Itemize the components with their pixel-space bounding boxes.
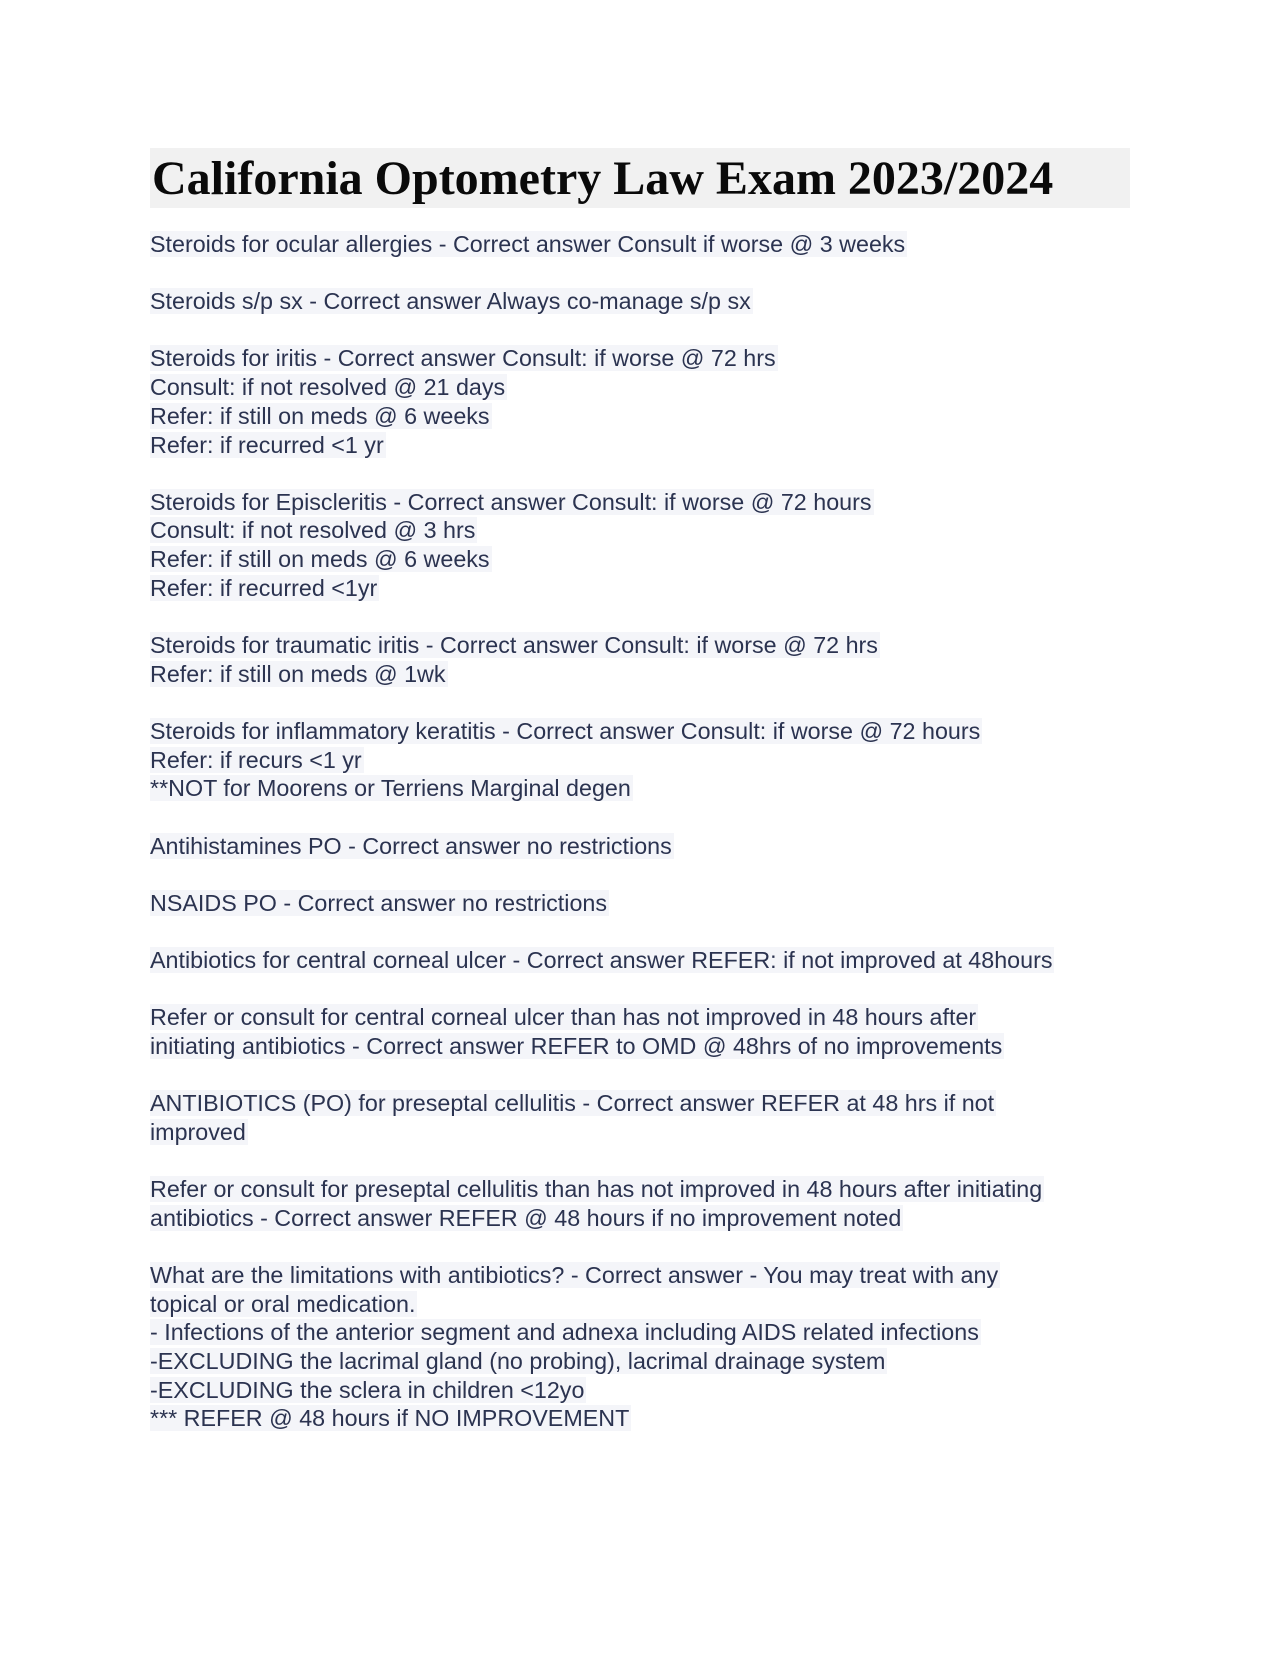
qa-entry xyxy=(150,1175,1140,1232)
qa-line-text: Consult: if not resolved @ 21 days xyxy=(150,374,506,401)
qa-line-text: Refer: if recurred <1yr xyxy=(150,574,378,601)
qa-answer-line xyxy=(150,1290,1140,1319)
qa-line-text: *** REFER @ 48 hours if NO IMPROVEMENT xyxy=(150,1405,630,1432)
qa-answer-line xyxy=(150,402,1140,431)
qa-question-line xyxy=(150,488,1140,517)
qa-line-text: Steroids for Episcleritis - Correct answer Consult: if worse @ 72 hours xyxy=(150,488,872,515)
qa-entry xyxy=(150,488,1140,603)
qa-question-line xyxy=(150,946,1140,975)
qa-entry xyxy=(150,832,1140,861)
document-page xyxy=(150,148,1140,1462)
qa-entry xyxy=(150,1089,1140,1146)
qa-entry xyxy=(150,230,1140,259)
qa-line-text: What are the limitations with antibiotics? - Correct answer - You may treat with any xyxy=(150,1261,999,1288)
qa-entry xyxy=(150,1261,1140,1433)
qa-line-text: ANTIBIOTICS (PO) for preseptal cellulitis - Correct answer REFER at 48 hrs if not xyxy=(150,1090,995,1117)
qa-line-text: Consult: if not resolved @ 3 hrs xyxy=(150,517,476,544)
qa-answer-line xyxy=(150,431,1140,460)
qa-line-text: Refer: if recurred <1 yr xyxy=(150,431,384,458)
qa-line-text: topical or oral medication. xyxy=(150,1290,416,1317)
qa-entry xyxy=(150,889,1140,918)
qa-answer-line xyxy=(150,774,1140,803)
qa-answer-line xyxy=(150,1404,1140,1433)
qa-line-text: Refer: if still on meds @ 6 weeks xyxy=(150,402,490,429)
qa-line-text: Steroids for iritis - Correct answer Consult: if worse @ 72 hrs xyxy=(150,345,776,372)
qa-line-text: Refer: if still on meds @ 6 weeks xyxy=(150,546,490,573)
qa-line-text: NSAIDS PO - Correct answer no restrictions xyxy=(150,889,608,916)
qa-line-text: -EXCLUDING the sclera in children <12yo xyxy=(150,1376,585,1403)
qa-question-line xyxy=(150,717,1140,746)
qa-line-text: Refer or consult for preseptal cellulitis than has not improved in 48 hours after initiating xyxy=(150,1175,1043,1202)
qa-line-text: **NOT for Moorens or Terriens Marginal degen xyxy=(150,775,631,802)
qa-question-line xyxy=(150,287,1140,316)
qa-line-text: -EXCLUDING the lacrimal gland (no probing), lacrimal drainage system xyxy=(150,1347,886,1374)
qa-answer-line xyxy=(150,1376,1140,1405)
qa-line-text: Refer: if recurs <1 yr xyxy=(150,746,362,773)
qa-line-text: Antibiotics for central corneal ulcer - Correct answer REFER: if not improved at 48hours xyxy=(150,946,1053,973)
qa-line-text: Steroids for inflammatory keratitis - Correct answer Consult: if worse @ 72 hours xyxy=(150,717,981,744)
qa-question-line xyxy=(150,631,1140,660)
qa-line-text: Steroids for ocular allergies - Correct answer Consult if worse @ 3 weeks xyxy=(150,231,906,257)
qa-entry xyxy=(150,631,1140,688)
qa-list xyxy=(150,230,1140,1433)
qa-answer-line xyxy=(150,1347,1140,1376)
qa-question-line xyxy=(150,344,1140,373)
qa-line-text: - Infections of the anterior segment and adnexa including AIDS related infections xyxy=(150,1319,979,1346)
qa-entry xyxy=(150,717,1140,803)
qa-line-text: Antihistamines PO - Correct answer no restrictions xyxy=(150,832,672,859)
qa-answer-line xyxy=(150,1204,1140,1233)
qa-question-line xyxy=(150,889,1140,918)
qa-line-text: Steroids s/p sx - Correct answer Always co-manage s/p sx xyxy=(150,288,751,315)
qa-line-text: Refer: if still on meds @ 1wk xyxy=(150,660,446,687)
qa-question-line xyxy=(150,1089,1140,1118)
qa-answer-line xyxy=(150,746,1140,775)
qa-line-text: improved xyxy=(150,1118,246,1145)
qa-entry xyxy=(150,287,1140,316)
qa-answer-line xyxy=(150,660,1140,689)
qa-question-line xyxy=(150,1175,1140,1204)
qa-entry xyxy=(150,344,1140,459)
qa-answer-line xyxy=(150,545,1140,574)
qa-entry xyxy=(150,1003,1140,1060)
qa-entry xyxy=(150,946,1140,975)
qa-line-text: initiating antibiotics - Correct answer REFER to OMD @ 48hrs of no improvements xyxy=(150,1032,1003,1059)
qa-line-text: Steroids for traumatic iritis - Correct answer Consult: if worse @ 72 hrs xyxy=(150,632,878,659)
qa-answer-line xyxy=(150,1118,1140,1147)
qa-line-text: Refer or consult for central corneal ulcer than has not improved in 48 hours after xyxy=(150,1004,977,1031)
qa-question-line xyxy=(150,1261,1140,1290)
qa-question-line xyxy=(150,230,1140,259)
qa-line-text: antibiotics - Correct answer REFER @ 48 hours if no improvement noted xyxy=(150,1204,902,1231)
qa-answer-line xyxy=(150,516,1140,545)
qa-question-line xyxy=(150,832,1140,861)
qa-answer-line xyxy=(150,574,1140,603)
document-title: California Optometry Law Exam 2023/2024 xyxy=(150,148,1130,208)
qa-question-line xyxy=(150,1003,1140,1032)
qa-answer-line xyxy=(150,1318,1140,1347)
qa-answer-line xyxy=(150,373,1140,402)
qa-answer-line xyxy=(150,1032,1140,1061)
